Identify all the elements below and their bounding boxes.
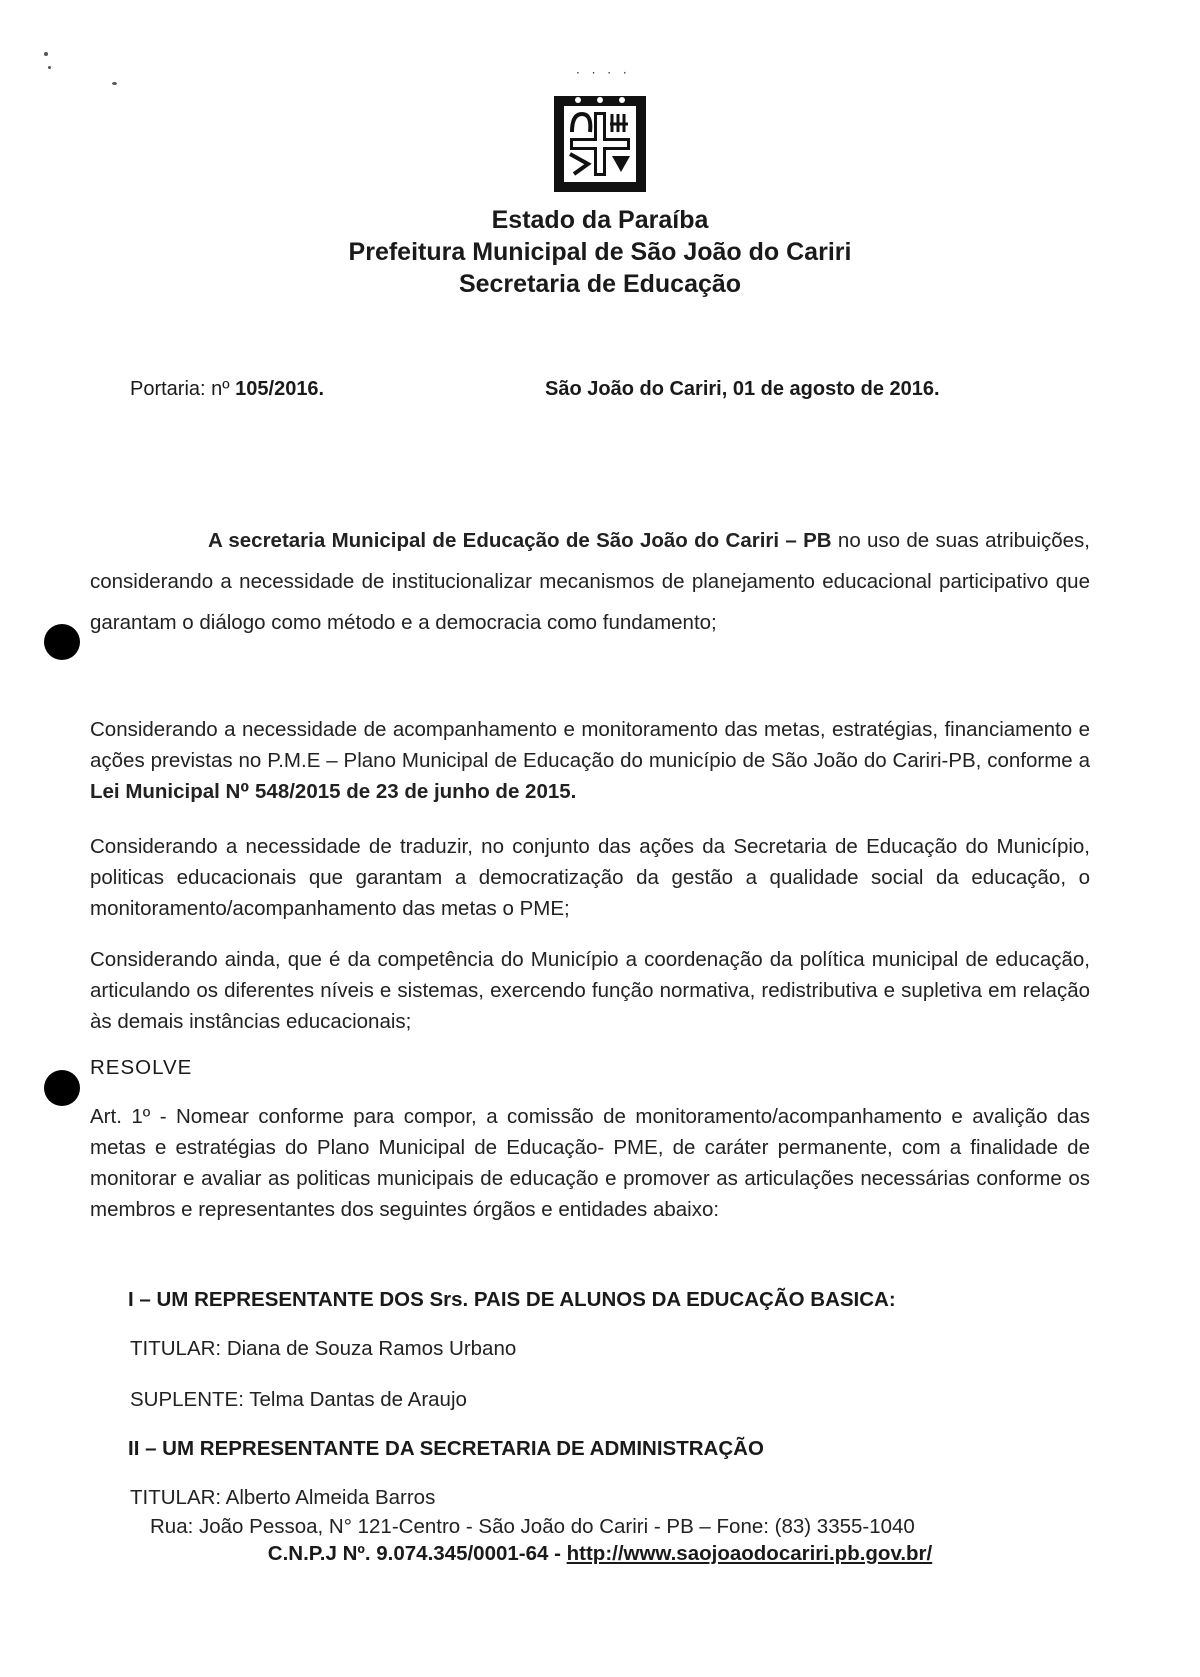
- footer-cnpj-text: C.N.P.J Nº. 9.074.345/0001-64 -: [267, 1542, 567, 1565]
- law-reference: Lei Municipal N⁰ 548/2015 de 23 de junho de 2015.: [90, 780, 577, 803]
- considering-2-text: Considerando a necessidade de acompanhamento e monitoramento das metas, estratégias, financiamento e ações previstas no P.M.E – Plano Municipal de Educação do município de São João do Cariri-PB, conforme a: [90, 718, 1090, 772]
- resolve-heading: RESOLVE: [90, 1056, 193, 1079]
- punch-hole: [44, 624, 80, 660]
- secretariat-title: Secretaria de Educação: [458, 270, 742, 298]
- footer-website-link[interactable]: http://www.saojoaodocariri.pb.gov.br/: [566, 1542, 933, 1565]
- intro-paragraph: [90, 520, 1090, 643]
- crest-dots: · · · ·: [576, 66, 631, 80]
- portaria: [130, 378, 324, 401]
- considering-paragraph-3: Considerando a necessidade de traduzir, no conjunto das ações da Secretaria de Educação do Município, politicas educacionais que garantam a democratização da gestão a qualidade social da educação, o monitoramento/acompanhamento das metas o PME;: [90, 835, 1090, 920]
- footer-cnpj: [0, 1542, 1200, 1566]
- punch-hole: [44, 1070, 80, 1106]
- article-1: Art. 1º - Nomear conforme para compor, a comissão de monitoramento/acompanhamento e avalição das metas e estratégias do Plano Municipal de Educação- PME, de caráter permanente, com a finalidade de monitorar e avaliar as politicas municipais de educação e promover as articulações necessárias conforme os membros e representantes dos seguintes órgãos e entidades abaixo:: [90, 1105, 1090, 1221]
- section-1-heading: I – UM REPRESENTANTE DOS Srs. PAIS DE ALUNOS DA EDUCAÇÃO BASICA:: [128, 1288, 896, 1311]
- intro-text: no uso de suas atribuições, considerando a necessidade de institucionalizar mecanismos de planejamento educacional participativo que garantam o diálogo como método e a democracia como fundamento;: [90, 529, 1090, 634]
- considering-paragraph-4: Considerando ainda, que é da competência do Município a coordenação da política municipal de educação, articulando os diferentes níveis e sistemas, exercendo função normativa, redistributiva e supletiva em relação às demais instâncias educacionais;: [90, 948, 1090, 1033]
- section-2-titular: TITULAR: Alberto Almeida Barros: [130, 1486, 436, 1509]
- scan-speck: [44, 52, 48, 56]
- footer-address: Rua: João Pessoa, N° 121-Centro - São João do Cariri - PB – Fone: (83) 3355-1040: [150, 1515, 915, 1538]
- considering-paragraph-2: [90, 714, 1090, 807]
- state-title: Estado da Paraíba: [491, 206, 709, 234]
- prefecture-title: Prefeitura Municipal de São João do Cariri: [348, 238, 852, 266]
- scan-speck: [112, 82, 117, 85]
- section-1-titular: TITULAR: Diana de Souza Ramos Urbano: [130, 1337, 517, 1360]
- section-1-suplente: SUPLENTE: Telma Dantas de Araujo: [130, 1388, 467, 1411]
- portaria-label: Portaria: nº: [130, 378, 230, 400]
- coat-of-arms-icon: [550, 88, 650, 200]
- scan-speck: [48, 66, 51, 69]
- intro-lead: A secretaria Municipal de Educação de São João do Cariri – PB: [208, 529, 832, 552]
- place-date: São João do Cariri, 01 de agosto de 2016.: [545, 378, 940, 400]
- portaria-number: 105/2016.: [235, 378, 325, 400]
- section-2-heading: II – UM REPRESENTANTE DA SECRETARIA DE ADMINISTRAÇÃO: [128, 1437, 764, 1460]
